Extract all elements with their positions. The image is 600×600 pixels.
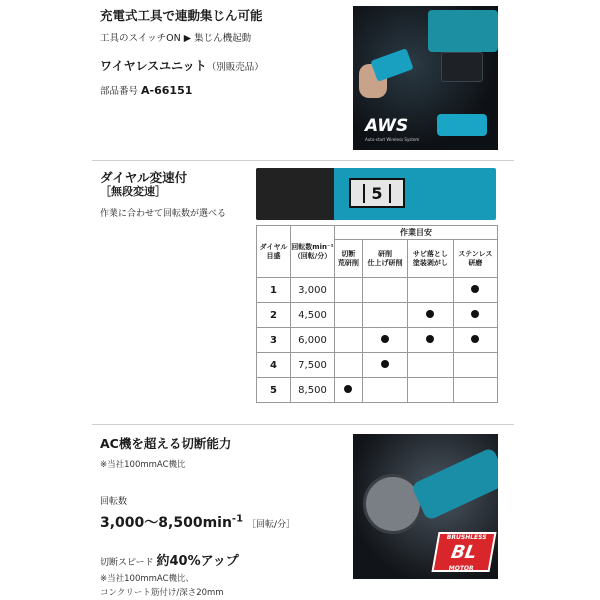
badge-sub-text: MOTOR <box>448 565 475 572</box>
wireless-unit-heading <box>100 57 264 74</box>
recommended-dot-icon <box>426 335 434 343</box>
dust-extractor-port <box>441 52 483 82</box>
work-mark-cell <box>362 303 407 328</box>
work-mark-cell <box>335 353 363 378</box>
table-row <box>257 278 498 303</box>
work-col-header-line: サビ落とし <box>412 249 448 258</box>
wireless-section-title: 充電式工具で連動集じん可能 <box>100 8 263 23</box>
dial-section-subtitle: ［無段変速］ <box>100 185 166 198</box>
cut-speed-note-line1: ※当社100mmAC機比、 <box>100 574 195 584</box>
dial-col-header-line1: ダイヤル <box>259 242 288 251</box>
aws-tagline: Auto-start Wireless System <box>365 137 420 142</box>
dial-section-note: 作業に合わせて回転数が選べる <box>100 209 227 219</box>
work-mark-cell <box>408 353 453 378</box>
work-mark-cell <box>453 353 497 378</box>
work-mark-cell <box>335 278 363 303</box>
work-col-header <box>362 240 407 278</box>
recommended-dot-icon <box>471 285 479 293</box>
badge-top-text: BRUSHLESS <box>446 534 488 541</box>
work-col-header <box>335 240 363 278</box>
wireless-card-shape <box>370 48 413 82</box>
speed-unit: ［回転/分］ <box>247 520 296 530</box>
cut-speed-note-line2: コンクリート筋付け/深さ20mm <box>100 588 224 598</box>
work-mark-cell <box>453 303 497 328</box>
cutting-section <box>0 424 600 600</box>
work-mark-cell <box>362 353 407 378</box>
rpm-col-header <box>291 226 335 278</box>
recommended-dot-icon <box>381 335 389 343</box>
work-col-header-line: 荒研削 <box>337 258 359 267</box>
rpm-cell: 6,000 <box>291 328 335 353</box>
rpm-cell: 8,500 <box>291 378 335 403</box>
cutting-note: ※当社100mmAC機比 <box>100 460 186 470</box>
recommended-dot-icon <box>381 360 389 368</box>
work-col-header <box>408 240 453 278</box>
rpm-cell: 3,000 <box>291 278 335 303</box>
dial-level-cell: 3 <box>257 328 291 353</box>
rpm-cell: 7,500 <box>291 353 335 378</box>
part-number-line <box>100 83 192 97</box>
dial-speed-section <box>0 160 600 424</box>
cutting-section-title: AC機を超える切断能力 <box>100 436 232 451</box>
dial-section-title: ダイヤル変速付 <box>100 170 188 185</box>
work-mark-cell <box>335 378 363 403</box>
table-row <box>257 378 498 403</box>
speed-label: 回転数 <box>100 497 128 507</box>
cut-speed-note <box>100 572 224 600</box>
tool-shape <box>428 10 498 52</box>
work-col-header-line: 切断 <box>341 249 356 258</box>
work-mark-cell <box>453 278 497 303</box>
work-mark-cell <box>362 378 407 403</box>
recommended-dot-icon <box>471 335 479 343</box>
wireless-unit-shape <box>437 114 487 136</box>
dial-level-cell: 2 <box>257 303 291 328</box>
dial-level-cell: 4 <box>257 353 291 378</box>
dial-housing-left <box>256 168 334 220</box>
play-arrow-icon: ▶ <box>183 33 192 44</box>
cut-speed-value: 約40%アップ <box>156 554 239 569</box>
rpm-col-header-line2: （回転/分） <box>293 251 332 260</box>
wireless-unit-photo <box>353 6 498 150</box>
flow-right: 集じん機起動 <box>194 33 252 44</box>
dial-level-cell: 5 <box>257 378 291 403</box>
part-number: A-66151 <box>141 84 193 97</box>
dial-col-header <box>257 226 291 278</box>
speed-dial-value: 5 <box>363 184 390 203</box>
work-mark-cell <box>453 378 497 403</box>
cut-speed-label: 切断スピード <box>100 558 154 568</box>
work-mark-cell <box>362 278 407 303</box>
dial-col-header-line2: 目盛 <box>266 251 281 260</box>
grinder-photo <box>353 434 498 579</box>
cut-speed-line <box>100 550 239 569</box>
speed-value: 3,000〜8,500min <box>100 515 232 531</box>
rpm-cell: 4,500 <box>291 303 335 328</box>
speed-dial <box>349 178 405 208</box>
part-number-label: 部品番号 <box>100 86 139 97</box>
wireless-section <box>0 0 600 160</box>
work-col-header <box>453 240 497 278</box>
recommended-dot-icon <box>471 310 479 318</box>
speed-dial-photo <box>256 168 496 220</box>
work-mark-cell <box>408 278 453 303</box>
table-row <box>257 328 498 353</box>
recommended-dot-icon <box>344 385 352 393</box>
work-col-header-line: 研削 <box>377 249 392 258</box>
work-guide-header: 作業目安 <box>335 226 498 240</box>
switch-flow <box>100 30 251 44</box>
table-row <box>257 353 498 378</box>
work-mark-cell <box>408 328 453 353</box>
work-mark-cell <box>408 303 453 328</box>
recommended-dot-icon <box>426 310 434 318</box>
rpm-col-header-line1: 回転数min⁻¹ <box>291 242 334 251</box>
wireless-unit-note: （別販売品） <box>206 62 264 73</box>
work-col-header-line: 塗装剥がし <box>412 258 448 267</box>
speed-range <box>100 512 295 532</box>
work-mark-cell <box>335 328 363 353</box>
work-mark-cell <box>335 303 363 328</box>
dial-level-cell: 1 <box>257 278 291 303</box>
bl-motor-badge <box>431 532 496 572</box>
work-col-header-line: ステンレス <box>458 249 493 258</box>
speed-exponent: -1 <box>231 513 244 525</box>
work-mark-cell <box>362 328 407 353</box>
work-col-header-line: 研磨 <box>468 258 483 267</box>
badge-main-text: BL <box>449 542 479 563</box>
aws-logo: AWS <box>365 116 409 136</box>
work-mark-cell <box>453 328 497 353</box>
flow-left: 工具のスイッチON <box>100 33 181 44</box>
grinder-body-shape <box>411 447 498 521</box>
table-row <box>257 303 498 328</box>
work-mark-cell <box>408 378 453 403</box>
work-col-header-line: 仕上げ研削 <box>367 258 403 267</box>
wireless-unit-label: ワイヤレスユニット <box>100 59 207 73</box>
speed-table <box>256 225 498 403</box>
